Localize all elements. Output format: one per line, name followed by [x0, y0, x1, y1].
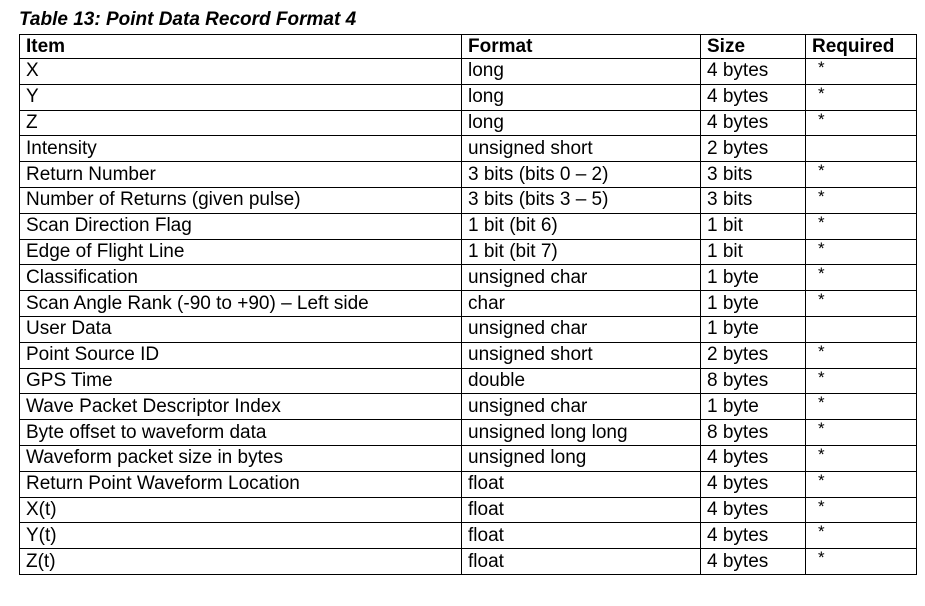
- cell-format: unsigned char: [462, 316, 701, 342]
- table-row: [20, 420, 917, 446]
- cell-item: X: [20, 59, 462, 85]
- cell-item: Wave Packet Descriptor Index: [20, 394, 462, 420]
- header-row: [20, 35, 917, 59]
- cell-size: 1 byte: [701, 394, 806, 420]
- cell-format: 3 bits (bits 0 – 2): [462, 162, 701, 188]
- cell-required: *: [806, 187, 917, 213]
- table-row: [20, 316, 917, 342]
- cell-size: 8 bytes: [701, 368, 806, 394]
- cell-format: unsigned short: [462, 136, 701, 162]
- column-header-item: Item: [20, 35, 462, 59]
- cell-format: double: [462, 368, 701, 394]
- cell-item: Return Point Waveform Location: [20, 471, 462, 497]
- cell-required: *: [806, 394, 917, 420]
- table-row: [20, 394, 917, 420]
- cell-required: *: [806, 265, 917, 291]
- table-row: [20, 162, 917, 188]
- cell-required: *: [806, 110, 917, 136]
- table-row: [20, 239, 917, 265]
- cell-item: Point Source ID: [20, 342, 462, 368]
- cell-required: *: [806, 471, 917, 497]
- cell-format: float: [462, 549, 701, 575]
- cell-item: Z(t): [20, 549, 462, 575]
- table-row: [20, 84, 917, 110]
- cell-item: Z: [20, 110, 462, 136]
- cell-size: 4 bytes: [701, 471, 806, 497]
- cell-format: unsigned short: [462, 342, 701, 368]
- cell-size: 8 bytes: [701, 420, 806, 446]
- table-row: [20, 291, 917, 317]
- cell-format: char: [462, 291, 701, 317]
- table-row: [20, 213, 917, 239]
- cell-size: 4 bytes: [701, 497, 806, 523]
- cell-item: GPS Time: [20, 368, 462, 394]
- table-row: [20, 497, 917, 523]
- cell-size: 3 bits: [701, 162, 806, 188]
- cell-size: 1 byte: [701, 291, 806, 317]
- column-header-size: Size: [701, 35, 806, 59]
- cell-required: [806, 136, 917, 162]
- cell-required: *: [806, 445, 917, 471]
- cell-size: 1 byte: [701, 265, 806, 291]
- cell-item: Scan Direction Flag: [20, 213, 462, 239]
- table-row: [20, 549, 917, 575]
- cell-required: *: [806, 291, 917, 317]
- cell-item: Return Number: [20, 162, 462, 188]
- cell-item: Byte offset to waveform data: [20, 420, 462, 446]
- cell-size: 4 bytes: [701, 445, 806, 471]
- cell-required: *: [806, 549, 917, 575]
- table-row: [20, 265, 917, 291]
- cell-item: Y(t): [20, 523, 462, 549]
- cell-size: 4 bytes: [701, 523, 806, 549]
- cell-format: long: [462, 59, 701, 85]
- cell-item: Intensity: [20, 136, 462, 162]
- cell-format: 1 bit (bit 7): [462, 239, 701, 265]
- cell-required: [806, 316, 917, 342]
- cell-item: Waveform packet size in bytes: [20, 445, 462, 471]
- table-row: [20, 445, 917, 471]
- cell-required: *: [806, 239, 917, 265]
- column-header-required: Required: [806, 35, 917, 59]
- table-row: [20, 59, 917, 85]
- cell-format: long: [462, 110, 701, 136]
- cell-size: 4 bytes: [701, 59, 806, 85]
- cell-item: X(t): [20, 497, 462, 523]
- table-row: [20, 342, 917, 368]
- cell-required: *: [806, 162, 917, 188]
- cell-item: Classification: [20, 265, 462, 291]
- cell-format: unsigned long: [462, 445, 701, 471]
- cell-size: 1 bit: [701, 213, 806, 239]
- cell-size: 4 bytes: [701, 84, 806, 110]
- cell-required: *: [806, 342, 917, 368]
- cell-format: float: [462, 497, 701, 523]
- cell-item: Edge of Flight Line: [20, 239, 462, 265]
- cell-size: 2 bytes: [701, 342, 806, 368]
- cell-required: *: [806, 497, 917, 523]
- cell-size: 1 bit: [701, 239, 806, 265]
- table-row: [20, 110, 917, 136]
- table-row: [20, 523, 917, 549]
- cell-format: unsigned long long: [462, 420, 701, 446]
- table-row: [20, 136, 917, 162]
- column-header-format: Format: [462, 35, 701, 59]
- cell-size: 2 bytes: [701, 136, 806, 162]
- cell-required: *: [806, 420, 917, 446]
- cell-item: Number of Returns (given pulse): [20, 187, 462, 213]
- table-row: [20, 368, 917, 394]
- cell-item: Scan Angle Rank (-90 to +90) – Left side: [20, 291, 462, 317]
- table-row: [20, 187, 917, 213]
- cell-item: User Data: [20, 316, 462, 342]
- point-data-record-table: [19, 34, 917, 575]
- cell-format: unsigned char: [462, 394, 701, 420]
- cell-size: 3 bits: [701, 187, 806, 213]
- cell-format: float: [462, 523, 701, 549]
- cell-size: 4 bytes: [701, 110, 806, 136]
- cell-format: long: [462, 84, 701, 110]
- table-row: [20, 471, 917, 497]
- cell-required: *: [806, 59, 917, 85]
- cell-format: float: [462, 471, 701, 497]
- table-caption: Table 13: Point Data Record Format 4: [19, 9, 357, 30]
- cell-size: 1 byte: [701, 316, 806, 342]
- cell-size: 4 bytes: [701, 549, 806, 575]
- cell-format: unsigned char: [462, 265, 701, 291]
- cell-format: 3 bits (bits 3 – 5): [462, 187, 701, 213]
- cell-required: *: [806, 84, 917, 110]
- cell-item: Y: [20, 84, 462, 110]
- cell-required: *: [806, 523, 917, 549]
- cell-format: 1 bit (bit 6): [462, 213, 701, 239]
- cell-required: *: [806, 213, 917, 239]
- cell-required: *: [806, 368, 917, 394]
